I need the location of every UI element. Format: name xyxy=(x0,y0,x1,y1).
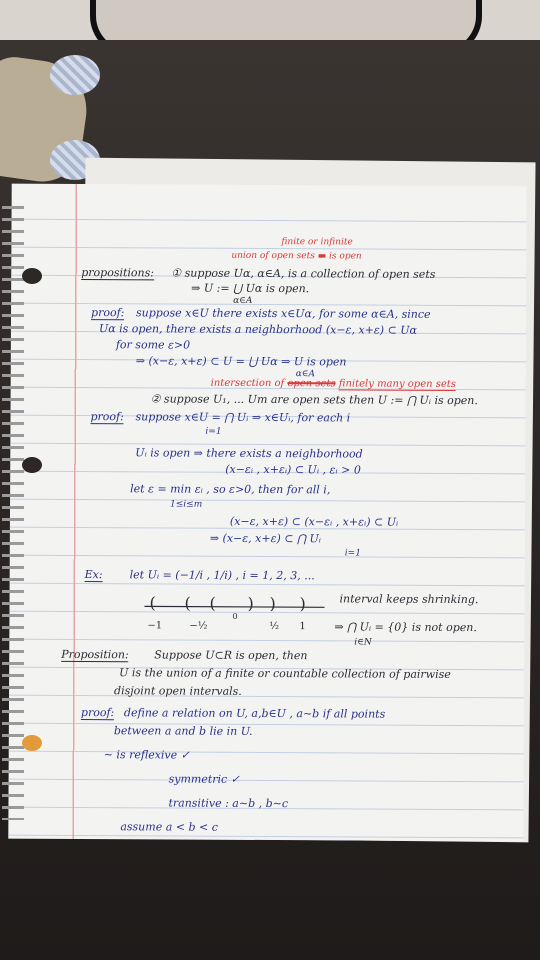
proof-1-label: proof: xyxy=(91,306,125,320)
example-conclusion: ⇒ ⋂ Uᵢ = {0} is not open. xyxy=(334,620,477,635)
punch-hole-middle xyxy=(22,457,42,473)
tick-neg-half: −½ xyxy=(189,620,208,632)
proof-3-line-3: ~ is reflexive ✓ xyxy=(103,748,190,762)
interval-bracket-mid-left: ( xyxy=(184,593,191,613)
interval-bracket-mid-right: ) xyxy=(269,594,276,614)
proof-3-line-5: transitive : a~b , b~c xyxy=(168,796,289,811)
notebook-page xyxy=(8,184,526,842)
tick-half: ½ xyxy=(269,621,280,633)
proof-3-line-1: define a relation on U, a,b∈U , a~b if all points xyxy=(123,706,386,721)
proposition-3-label: Proposition: xyxy=(61,647,129,662)
interval-bracket-outer-right: ) xyxy=(299,594,306,614)
proof-3-label: proof: xyxy=(80,706,115,720)
proposition-2-line: ② suppose U₁, ... Um are open sets then U := ⋂ Uᵢ is open. xyxy=(150,392,478,408)
line-subset-1: (x−ε, x+ε) ⊂ (x−εᵢ , x+εᵢ) ⊂ Uᵢ xyxy=(229,514,399,529)
line-ui-open: Uᵢ is open ⇒ there exists a neighborhood xyxy=(135,446,363,461)
proof-2-line-1: suppose x∈U = ⋂ Uᵢ ⇒ x∈Uᵢ, for each i xyxy=(135,410,351,425)
interval-bracket-outer-left: ( xyxy=(149,593,156,613)
tick-zero: 0 xyxy=(232,611,238,621)
proposition-label: propositions: xyxy=(81,266,155,280)
proof-1-line-3: for some ε>0 xyxy=(115,338,191,352)
pouch-bow-top xyxy=(50,55,100,95)
red-annotation-union: union of open sets ▬ is open xyxy=(231,250,362,262)
tick-one: 1 xyxy=(299,621,306,633)
number-line-axis xyxy=(145,606,325,607)
line-let-epsilon: let ε = min εᵢ , so ε>0, then for all i, xyxy=(130,482,331,497)
red-annotation-intersection: intersection of open sets finitely many open sets xyxy=(210,377,456,390)
tick-neg-one: −1 xyxy=(147,620,163,632)
line-subset-2: ⇒ (x−ε, x+ε) ⊂ ⋂ Uᵢ xyxy=(209,531,322,546)
punch-hole-top xyxy=(22,268,42,284)
proof-3-line-4: symmetric ✓ xyxy=(168,772,240,786)
proposition-3-line-2: U is the union of a finite or countable collection of pairwise xyxy=(119,666,451,681)
example-label: Ex: xyxy=(84,568,103,582)
interval-note: interval keeps shrinking. xyxy=(339,592,479,607)
punch-hole-bottom xyxy=(22,735,42,751)
proof-1-subscript: α∈A xyxy=(295,369,316,380)
proposition-3-line-1: Suppose U⊂R is open, then xyxy=(154,648,308,663)
interval-bracket-inner-left: ( xyxy=(209,593,216,613)
proposition-1-line-2: ⇒ U := ⋃ Uα is open. xyxy=(191,281,310,296)
proposition-1-line-1: ① suppose Uα, α∈A, is a collection of open sets xyxy=(171,266,436,281)
example-line: let Uᵢ = (−1/i , 1/i) , i = 1, 2, 3, ... xyxy=(129,568,315,583)
proof-1-line-1: suppose x∈U there exists x∈Uα, for some α∈A, since xyxy=(136,306,431,321)
notebook-spiral xyxy=(2,200,24,820)
proof-1-line-2: Uα is open, there exists a neighborhood (x−ε, x+ε) ⊂ Uα xyxy=(98,322,418,337)
line-subset-2-subscript: i=1 xyxy=(344,548,361,559)
number-line-diagram xyxy=(139,586,329,637)
proof-2-subscript: i=1 xyxy=(205,426,222,437)
proof-3-line-2: between a and b lie in U. xyxy=(113,724,253,738)
proposition-1-subscript: α∈A xyxy=(233,295,253,306)
interval-bracket-inner-right: ) xyxy=(247,593,254,613)
red-annotation-finite: finite or infinite xyxy=(281,237,353,248)
proposition-3-line-3: disjoint open intervals. xyxy=(114,684,242,698)
line-neighborhood: (x−εᵢ , x+εᵢ) ⊂ Uᵢ , εᵢ > 0 xyxy=(225,462,361,477)
proof-2-label: proof: xyxy=(90,410,124,424)
proof-1-line-4: ⇒ (x−ε, x+ε) ⊂ U = ⋃ Uα ⇒ U is open xyxy=(135,354,347,369)
line-let-subscript: 1≤i≤m xyxy=(170,499,203,510)
proof-3-line-6: assume a < b < c xyxy=(120,820,218,834)
example-conclusion-subscript: i∈N xyxy=(354,637,372,648)
